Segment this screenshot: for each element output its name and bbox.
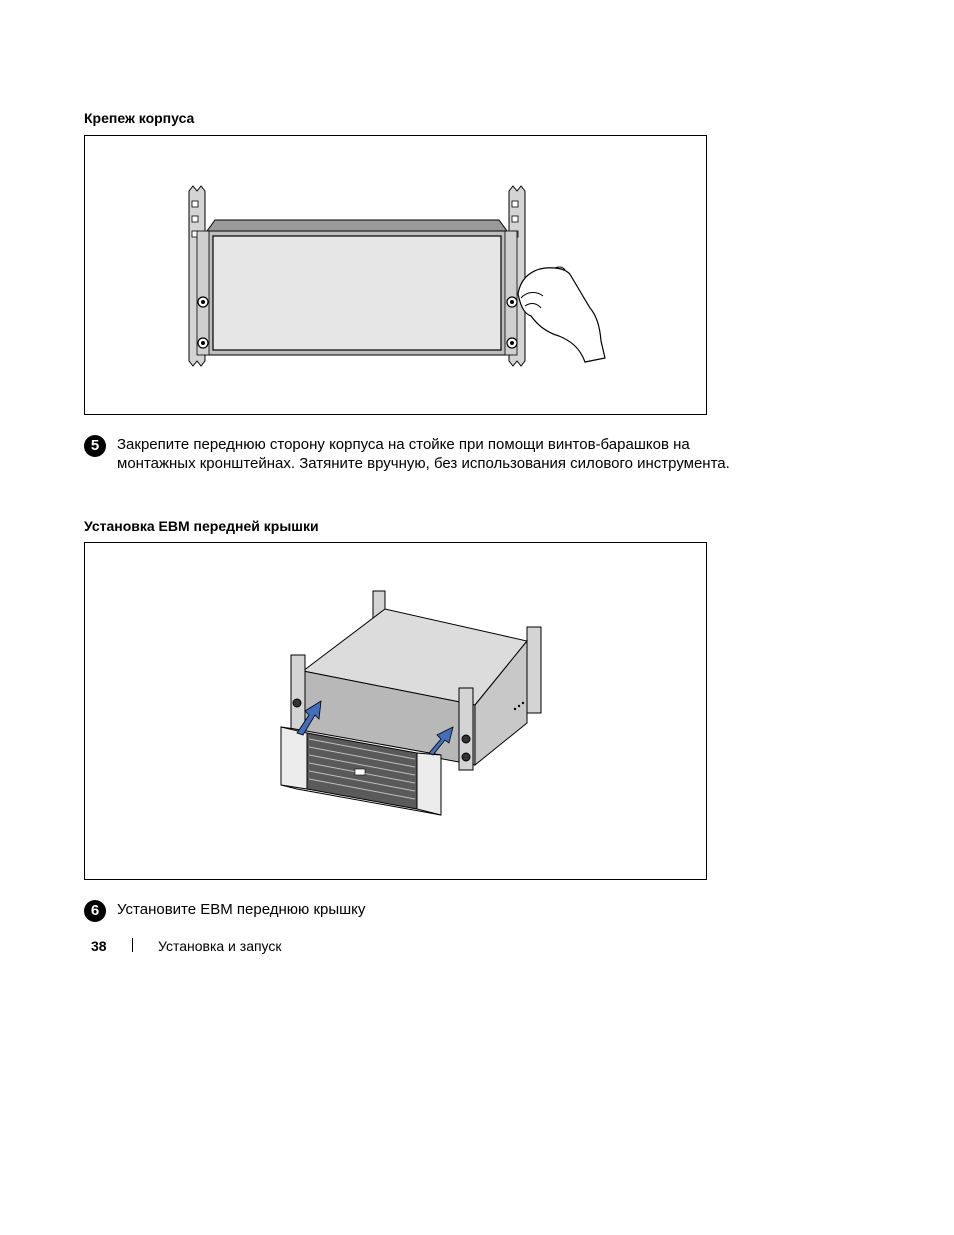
step-6-text: Установите EBM переднюю крышку <box>117 901 366 918</box>
step-6 <box>84 900 734 922</box>
section-title-chassis-fastening: Крепеж корпуса <box>84 110 195 126</box>
footer-section-name: Установка и запуск <box>158 938 282 954</box>
hand-icon <box>518 267 605 362</box>
footer-divider <box>132 938 133 952</box>
section-title-front-cover: Установка EBM передней крышки <box>84 518 319 534</box>
figure-chassis-fastening <box>84 135 707 415</box>
step-number: 5 <box>90 437 100 454</box>
rear-rack-rail <box>527 627 541 713</box>
front-cover-illustration <box>85 543 706 879</box>
step-5 <box>84 435 734 495</box>
chassis-illustration <box>85 136 706 414</box>
step-number: 6 <box>90 902 100 919</box>
page-number: 38 <box>91 938 107 954</box>
figure-front-cover-install <box>84 542 707 880</box>
step-5-text: Закрепите переднюю сторону корпуса на стойке при помощи винтов-барашков на монтажных кронштейнах. Затяните вручную, без использования силового инструмента. <box>117 436 730 472</box>
